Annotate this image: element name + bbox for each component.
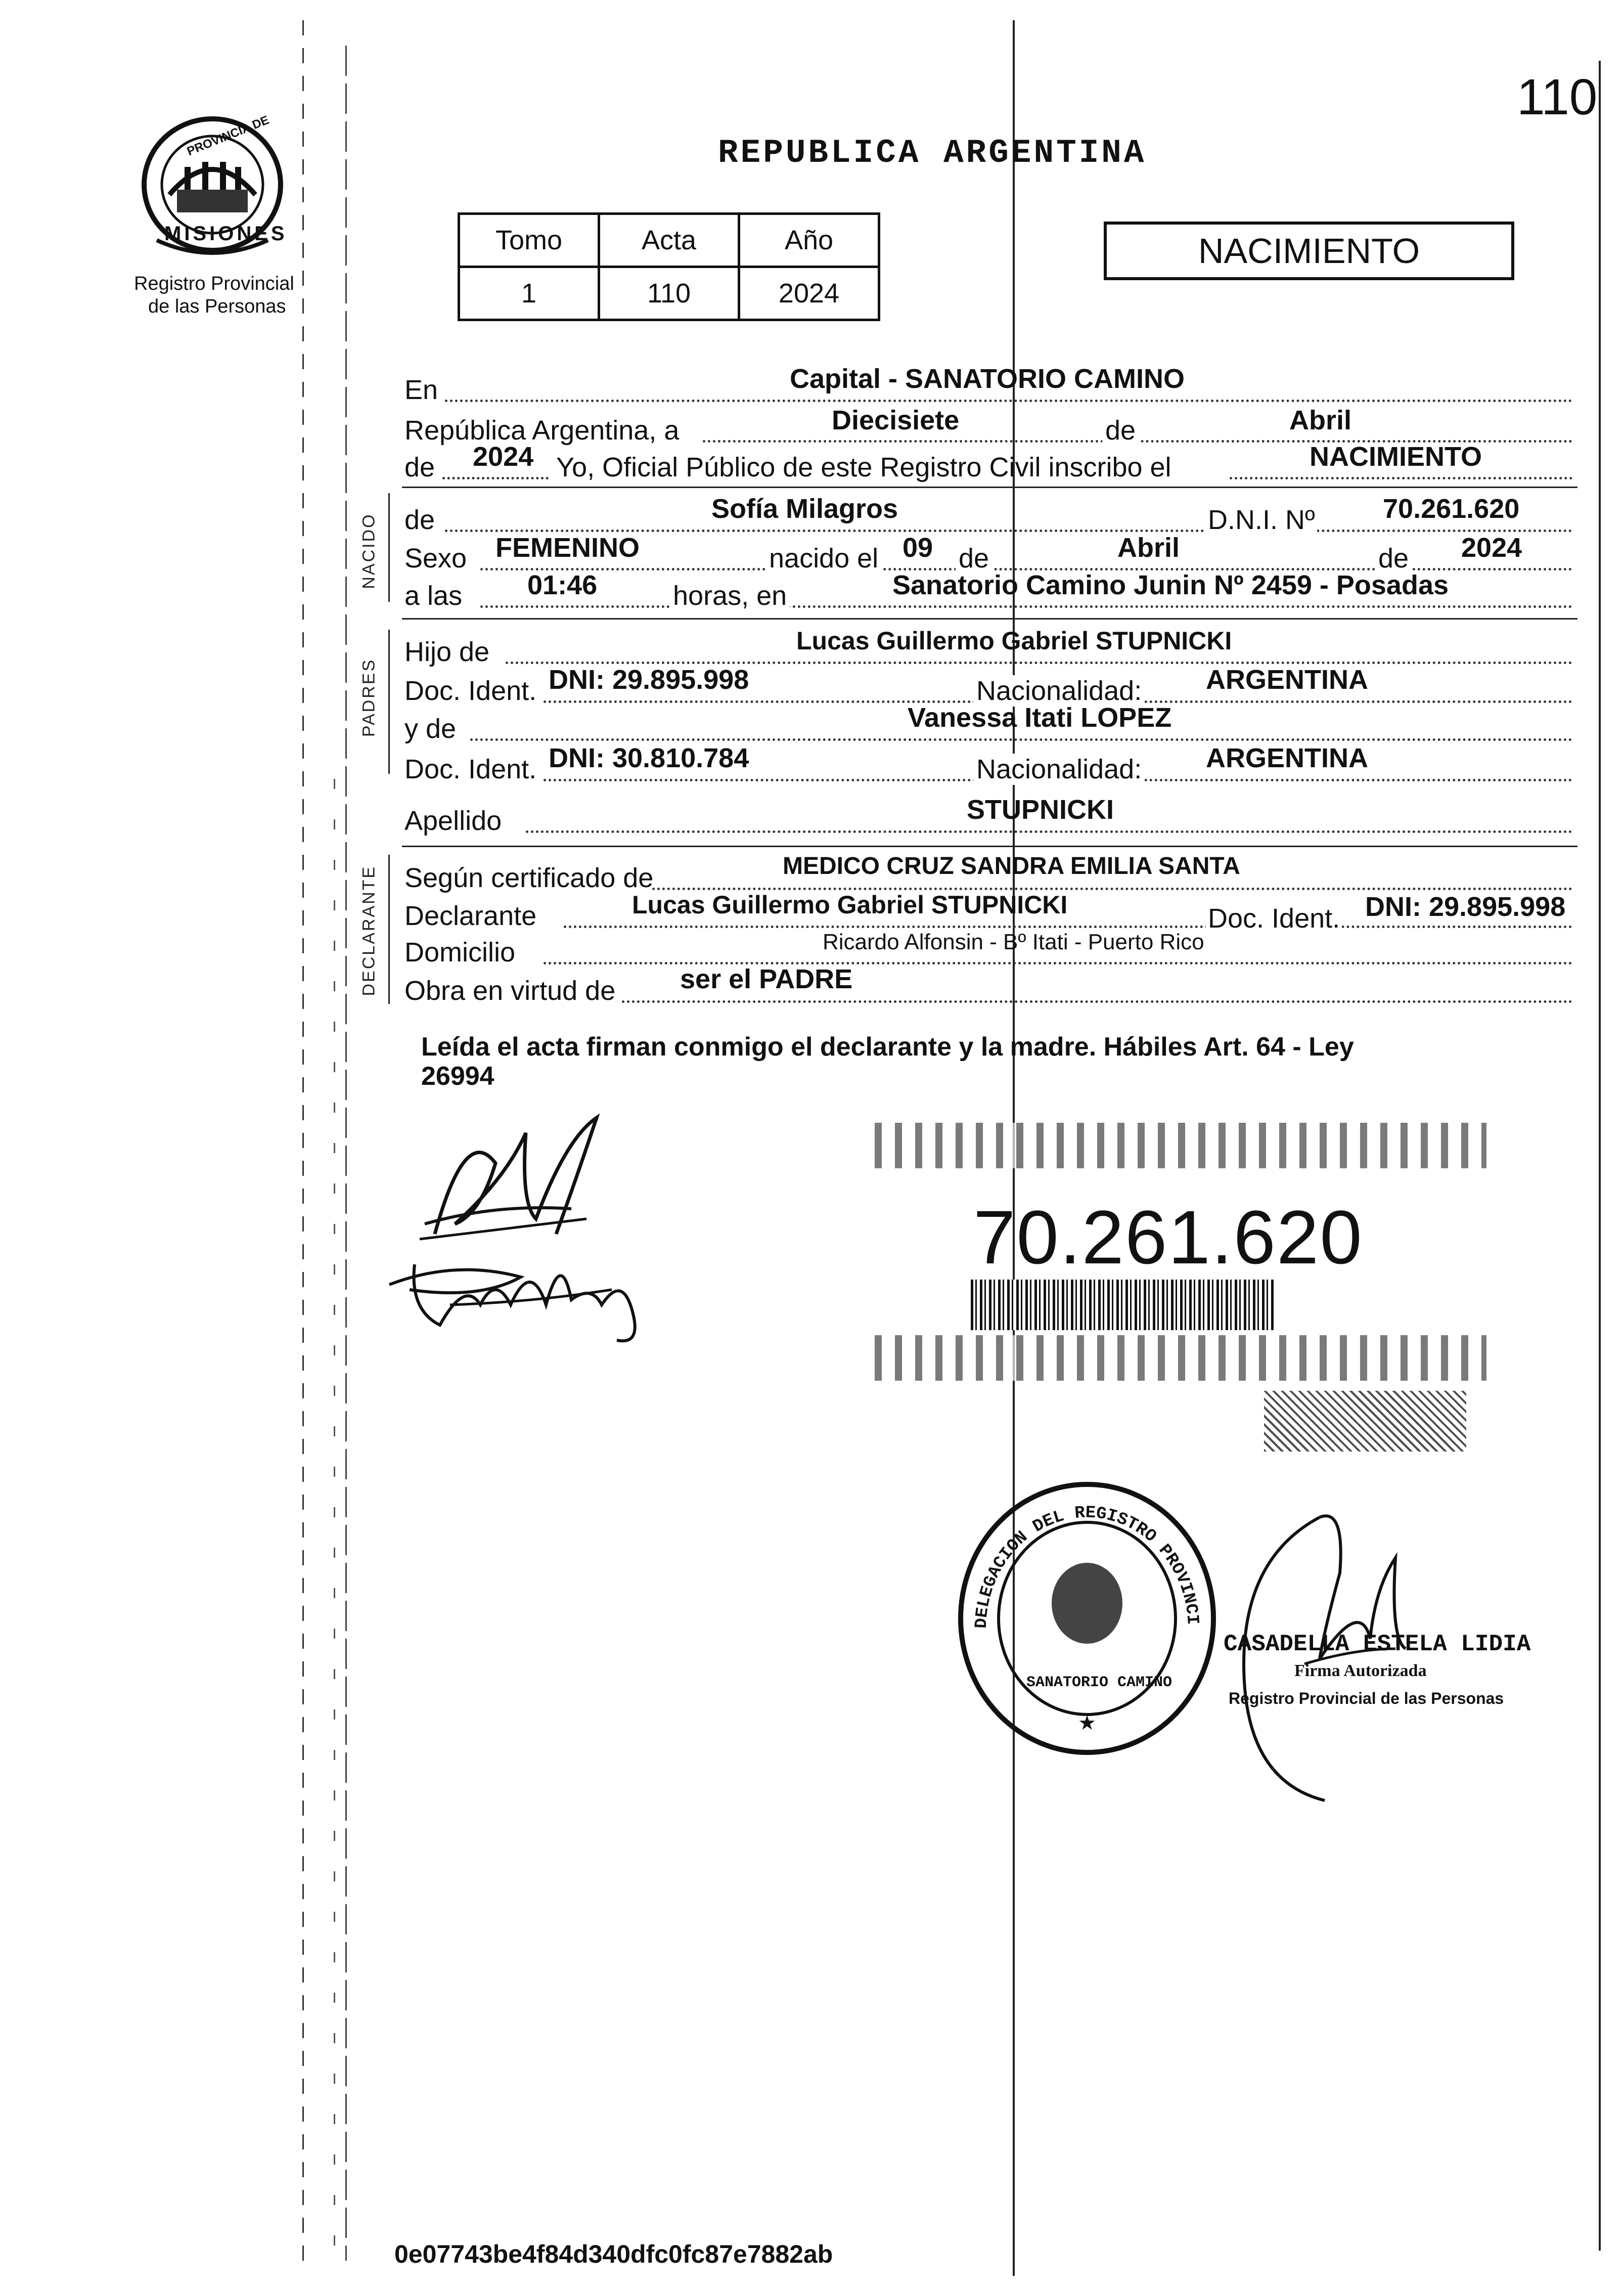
- mother-doc-number: DNI: 30.810.784: [549, 743, 749, 773]
- en-value: Capital - SANATORIO CAMINO: [790, 364, 1185, 394]
- province-emblem: [137, 114, 288, 255]
- declarante-doc-label: Doc. Ident.: [1206, 903, 1342, 934]
- svg-text:★: ★: [1078, 1712, 1096, 1734]
- declarante-section-label: DECLARANTE: [359, 865, 379, 996]
- emblem-label-line2: de las Personas: [148, 296, 286, 317]
- document-hash: 0e07743be4f84d340dfc0fc87e7882ab: [394, 2240, 833, 2268]
- mother-value: Vanessa Itati LOPEZ: [908, 702, 1172, 733]
- sticker-top-band: [875, 1123, 1486, 1168]
- margin-line-outer: [302, 20, 304, 2261]
- father-doc-number: DNI: 29.895.998: [549, 665, 749, 695]
- father-doc-ident-label: Doc. Ident.: [404, 676, 537, 706]
- day-value: Diecisiete: [832, 405, 960, 435]
- divider: [402, 846, 1577, 847]
- official-seal: [951, 1477, 1224, 1760]
- closing-text-line1: Leída el acta firman conmigo el declarante y la madre. Hábiles Art. 64 - Ley: [421, 1032, 1354, 1062]
- apellido-label: Apellido: [404, 806, 502, 836]
- page-number: 110: [1517, 69, 1598, 125]
- father-nationality-label: Nacionalidad:: [973, 675, 1145, 707]
- inscribe-value: NACIMIENTO: [1310, 442, 1482, 472]
- birth-month-value: Abril: [1117, 533, 1180, 563]
- father-nationality-value: ARGENTINA: [1206, 665, 1368, 695]
- ref-header-anio: Año: [739, 214, 879, 267]
- ref-value-tomo: 1: [459, 267, 599, 320]
- closing-text-line2: 26994: [421, 1062, 494, 1091]
- sticker-barcode-icon: [971, 1280, 1274, 1330]
- mother-signature-icon: [379, 1229, 683, 1345]
- sticker-hologram-icon: [1264, 1391, 1466, 1452]
- margin-line-inner: [345, 46, 347, 2261]
- obra-label: Obra en virtud de: [404, 976, 616, 1006]
- margin-line-dashed: [334, 779, 335, 2246]
- birth-year-value: 2024: [1461, 533, 1522, 563]
- dni-label: D.N.I. Nº: [1206, 504, 1317, 536]
- horas-en-label: horas, en: [670, 580, 790, 611]
- y-de-label: y de: [404, 714, 457, 744]
- dot-leader: [526, 830, 1572, 833]
- apellido-value: STUPNICKI: [967, 795, 1114, 825]
- de-label: de: [1102, 415, 1139, 446]
- dot-leader: [442, 477, 549, 479]
- birth-day-value: 09: [903, 533, 933, 563]
- dni-value: 70.261.620: [1383, 494, 1520, 524]
- republica-label: República Argentina, a: [404, 415, 680, 446]
- reference-table: [458, 212, 880, 321]
- nacido-name-value: Sofía Milagros: [711, 494, 898, 524]
- seal-inner-text: SANATORIO CAMINO: [1026, 1674, 1172, 1691]
- certificado-value: MEDICO CRUZ SANDRA EMILIA SANTA: [783, 853, 1240, 880]
- emblem-bottom-text: MISIONES: [164, 223, 288, 245]
- nacido-de-label3: de: [1375, 543, 1412, 574]
- officer-role: Firma Autorizada: [1294, 1661, 1427, 1680]
- obra-value: ser el PADRE: [680, 964, 853, 994]
- hijo-de-label: Hijo de: [404, 637, 490, 667]
- ref-header-tomo: Tomo: [459, 214, 599, 267]
- mother-nationality-label: Nacionalidad:: [973, 754, 1145, 785]
- sticker-number: 70.261.620: [973, 1195, 1363, 1280]
- hour-value: 01:46: [527, 570, 598, 600]
- divider: [402, 487, 1577, 488]
- emblem-arc-text: PROVINCIA DE: [185, 113, 272, 159]
- year-value: 2024: [473, 442, 534, 472]
- nacido-de-label: de: [404, 505, 435, 535]
- dot-leader: [480, 605, 1572, 608]
- document-title: REPUBLICA ARGENTINA: [718, 134, 1147, 172]
- emblem-label-line1: Registro Provincial: [134, 273, 294, 294]
- sticker-bottom-band: [875, 1335, 1486, 1381]
- en-label: En: [404, 375, 438, 405]
- dot-leader: [1230, 477, 1572, 479]
- month-value: Abril: [1289, 405, 1352, 435]
- section-bracket: [388, 493, 390, 602]
- dot-leader: [564, 926, 1572, 928]
- nacido-section-label: NACIDO: [359, 513, 379, 589]
- id-sticker: [875, 1123, 1486, 1452]
- officer-office: Registro Provincial de las Personas: [1229, 1689, 1504, 1707]
- ref-value-acta: 110: [599, 267, 739, 320]
- ref-value-anio: 2024: [739, 267, 879, 320]
- year-label: de: [404, 452, 435, 482]
- seal-ring-text: DELEGACION DEL REGISTRO PROVINCI: [972, 1503, 1202, 1629]
- declarante-label: Declarante: [404, 901, 537, 931]
- document-type-box: NACIMIENTO: [1104, 222, 1514, 280]
- nacido-de-label2: de: [956, 543, 992, 574]
- sexo-label: Sexo: [404, 543, 467, 574]
- dot-leader: [445, 400, 1572, 402]
- section-bracket: [388, 630, 390, 774]
- domicilio-label: Domicilio: [404, 937, 516, 968]
- place-value: Sanatorio Camino Junin Nº 2459 - Posadas: [892, 570, 1449, 600]
- padres-section-label: PADRES: [359, 658, 379, 737]
- certificado-label: Según certificado de: [404, 863, 654, 893]
- domicilio-value: Ricardo Alfonsin - Bº Itati - Puerto Rico: [823, 930, 1204, 954]
- father-value: Lucas Guillermo Gabriel STUPNICKI: [796, 627, 1232, 655]
- dot-leader: [470, 738, 1572, 741]
- declarante-value: Lucas Guillermo Gabriel STUPNICKI: [632, 891, 1068, 919]
- mother-doc-ident-label: Doc. Ident.: [404, 754, 537, 784]
- section-bracket: [388, 855, 390, 1004]
- right-margin-line: [1599, 61, 1601, 2251]
- declarante-doc-value: DNI: 29.895.998: [1365, 892, 1566, 922]
- seal-icon: [951, 1477, 1224, 1760]
- nacido-el-label: nacido el: [766, 543, 881, 574]
- ref-header-acta: Acta: [599, 214, 739, 267]
- sexo-value: FEMENINO: [495, 533, 640, 563]
- officer-name: CASADELLA ESTELA LIDIA: [1224, 1631, 1531, 1657]
- dot-leader: [622, 1000, 1572, 1003]
- divider: [402, 618, 1577, 620]
- a-las-label: a las: [404, 581, 463, 611]
- mother-nationality-value: ARGENTINA: [1206, 743, 1368, 773]
- yo-text: Yo, Oficial Público de este Registro Civil inscribo el: [556, 452, 1171, 482]
